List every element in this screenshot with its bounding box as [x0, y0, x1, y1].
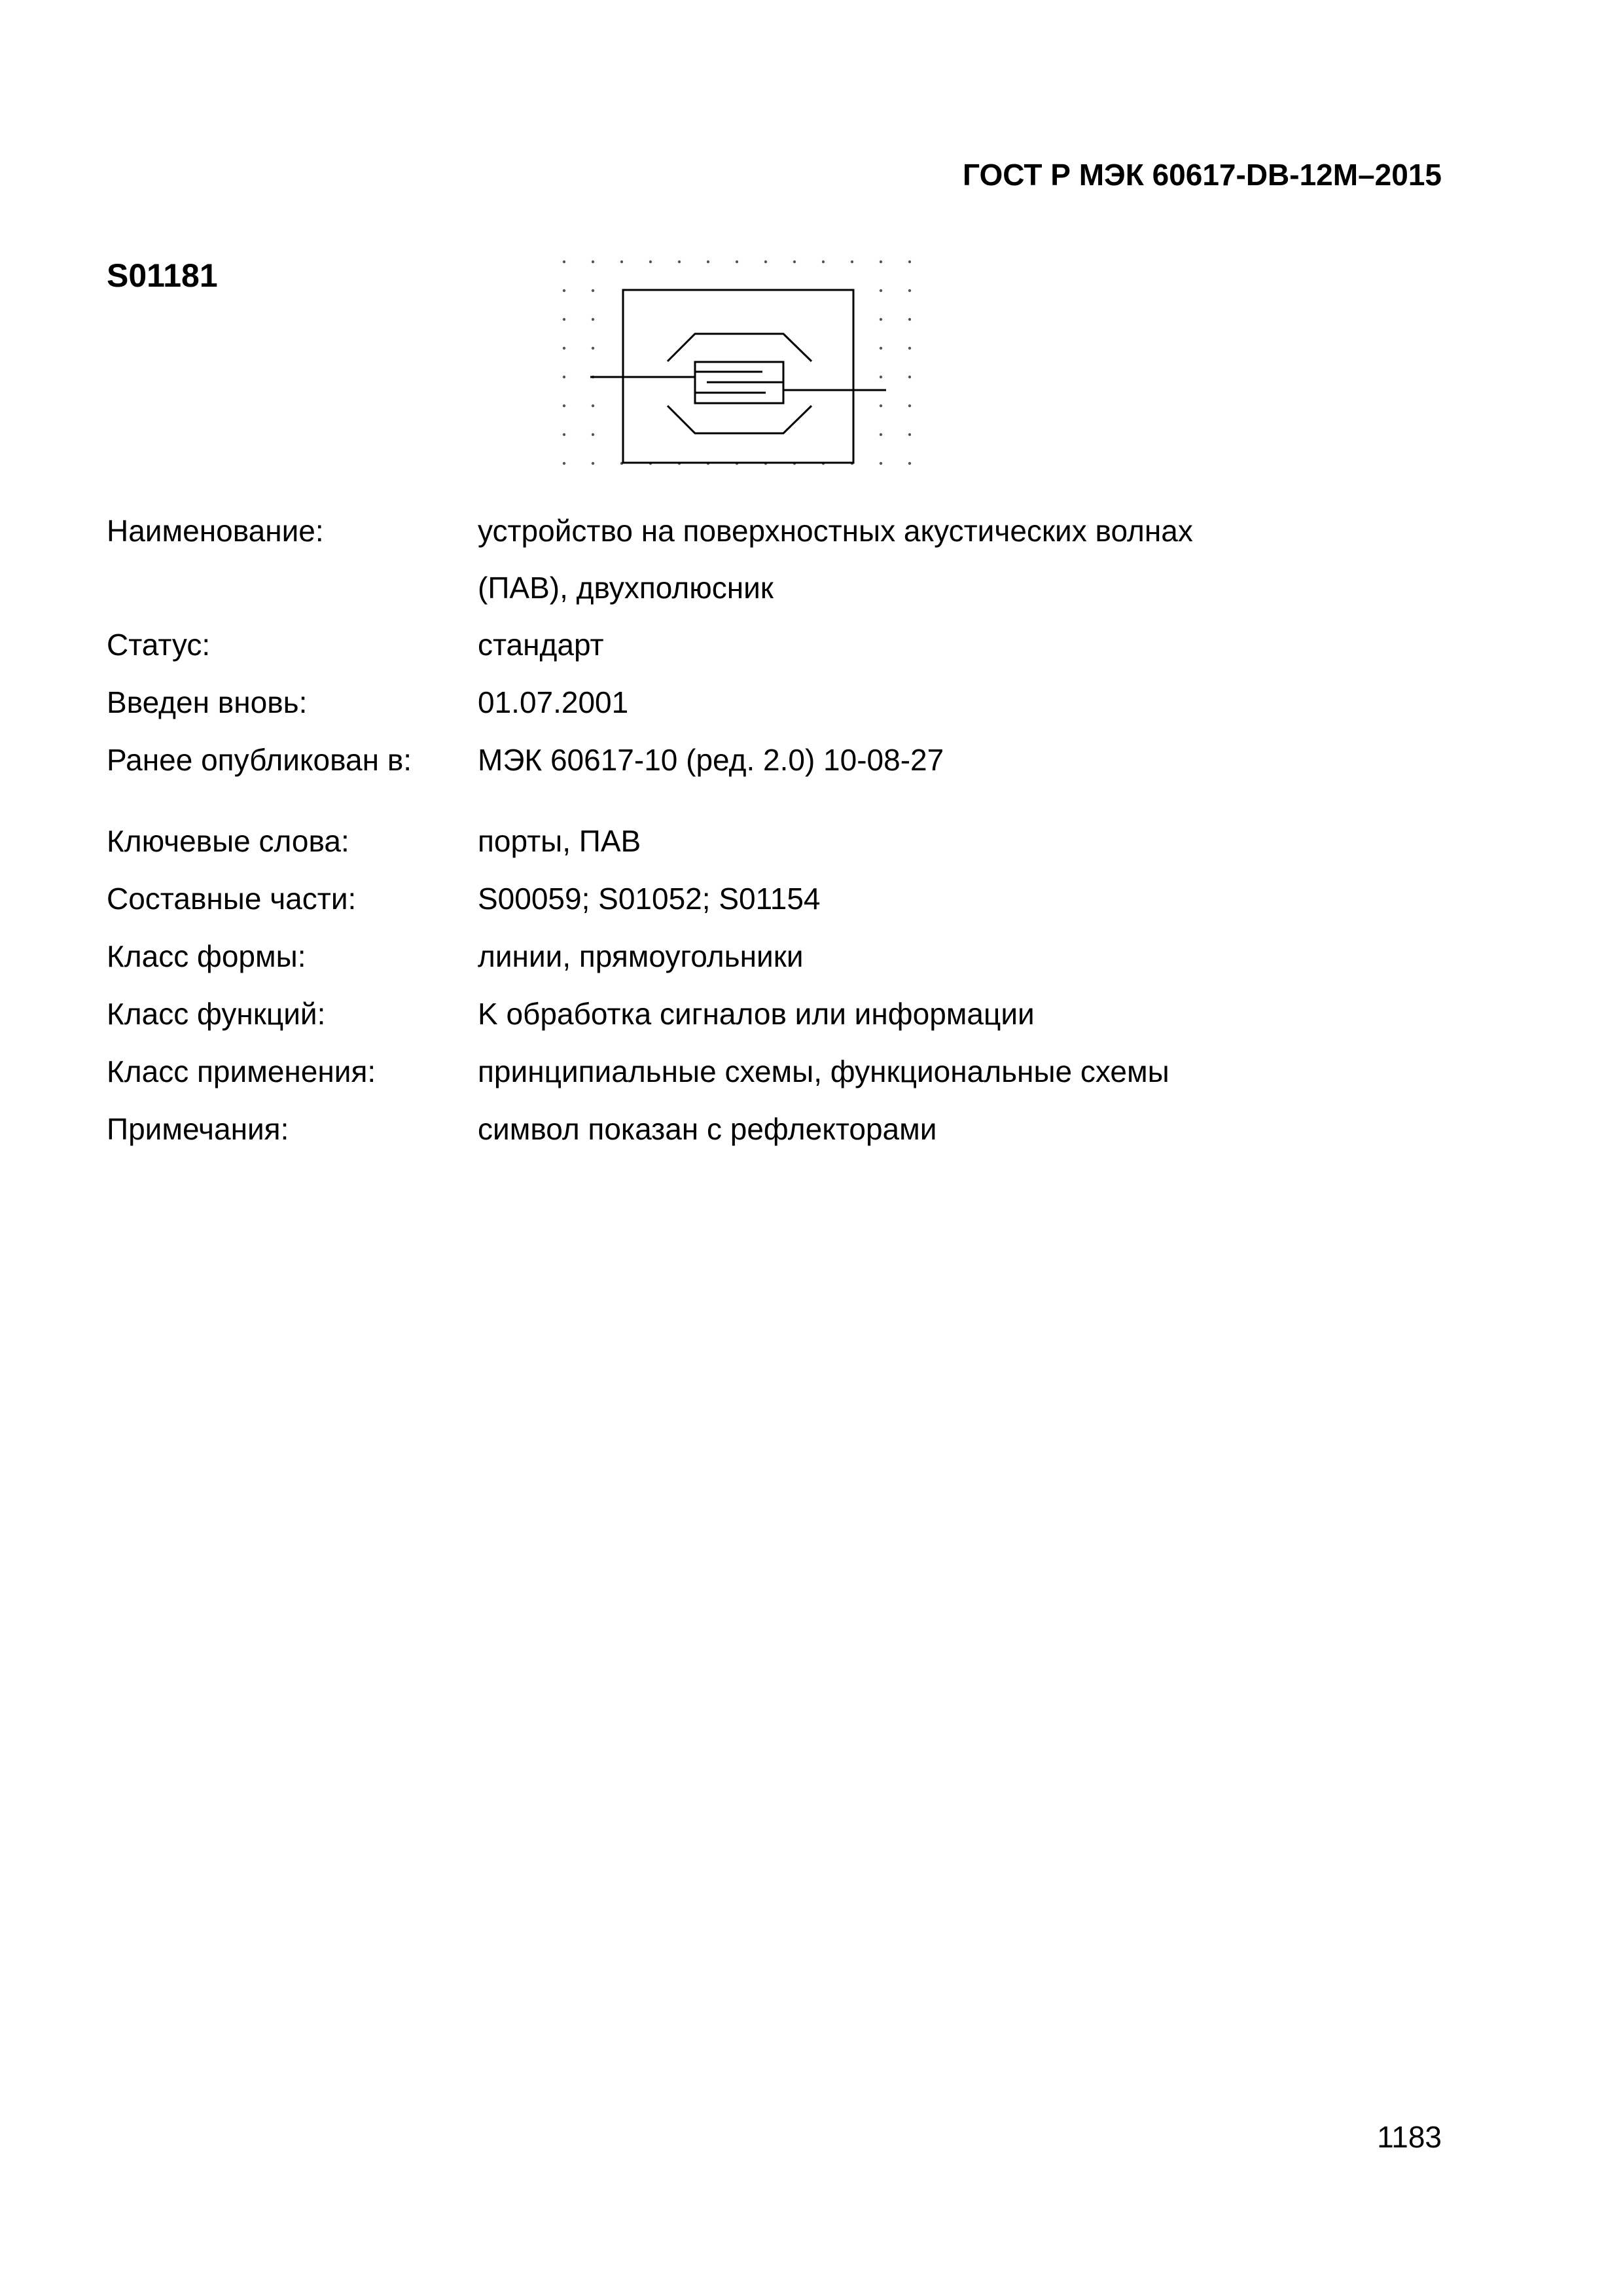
grid-dot [592, 347, 594, 350]
property-value: принципиальные схемы, функциональные схемы [478, 1054, 1169, 1088]
grid-dot [880, 318, 882, 321]
property-label: Наименование: [107, 514, 324, 548]
grid-dot [563, 376, 565, 378]
reflector-top [668, 334, 812, 361]
saw-resonator-symbol-icon [550, 255, 923, 497]
property-label: Класс применения: [107, 1054, 376, 1088]
property-label: Введен вновь: [107, 685, 308, 719]
grid-dot [908, 289, 911, 292]
grid-dot [563, 289, 565, 292]
grid-dot [592, 289, 594, 292]
grid-dot [707, 260, 709, 263]
grid-dot [908, 376, 911, 378]
page-number: 1183 [1377, 2120, 1442, 2154]
grid-dot [563, 433, 565, 436]
grid-dot [649, 260, 652, 263]
grid-dot [592, 318, 594, 321]
property-label: Класс формы: [107, 939, 306, 973]
grid-dot [822, 260, 825, 263]
grid-dot [880, 404, 882, 407]
grid-dot [592, 462, 594, 465]
grid-dot [563, 318, 565, 321]
grid-dot [851, 260, 853, 263]
property-value: символ показан с рефлекторами [478, 1112, 937, 1146]
grid-dot [908, 433, 911, 436]
property-value: K обработка сигналов или информации [478, 997, 1035, 1031]
property-label: Составные части: [107, 882, 357, 916]
property-label: Статус: [107, 628, 211, 662]
property-value: 01.07.2001 [478, 685, 629, 719]
grid-dot [880, 260, 882, 263]
grid-dot [620, 260, 623, 263]
property-label: Класс функций: [107, 997, 326, 1031]
grid-dot [880, 433, 882, 436]
grid-dot [880, 347, 882, 350]
grid-dot [908, 347, 911, 350]
grid-dot [908, 318, 911, 321]
grid-dot [908, 404, 911, 407]
grid-dot [592, 433, 594, 436]
property-value: устройство на поверхностных акустических волнах (ПАВ), двухполюсник [478, 514, 1193, 605]
grid-dot [563, 347, 565, 350]
grid-dot [592, 404, 594, 407]
symbol-code: S01181 [107, 257, 218, 294]
property-label: Ключевые слова: [107, 824, 349, 858]
reflector-bottom [668, 406, 812, 433]
property-value: S00059; S01052; S01154 [478, 882, 821, 916]
grid-dot [592, 260, 594, 263]
grid-dot [563, 260, 565, 263]
grid-dot [880, 376, 882, 378]
grid-dot [563, 462, 565, 465]
grid-dot [764, 260, 767, 263]
grid-dot [908, 260, 911, 263]
grid-dot [908, 462, 911, 465]
grid-dot [793, 260, 796, 263]
property-value: порты, ПАВ [478, 824, 641, 858]
grid-dot [563, 404, 565, 407]
property-value: линии, прямоугольники [478, 939, 804, 973]
document-standard-header: ГОСТ Р МЭК 60617-DB-12M–2015 [963, 158, 1442, 192]
property-label: Ранее опубликован в: [107, 743, 412, 777]
property-value: МЭК 60617-10 (ред. 2.0) 10-08-27 [478, 743, 944, 777]
grid-dot [678, 260, 681, 263]
grid-dot [880, 462, 882, 465]
property-label: Примечания: [107, 1112, 289, 1146]
grid-dot [736, 260, 738, 263]
grid-dot [880, 289, 882, 292]
property-value: стандарт [478, 628, 604, 662]
